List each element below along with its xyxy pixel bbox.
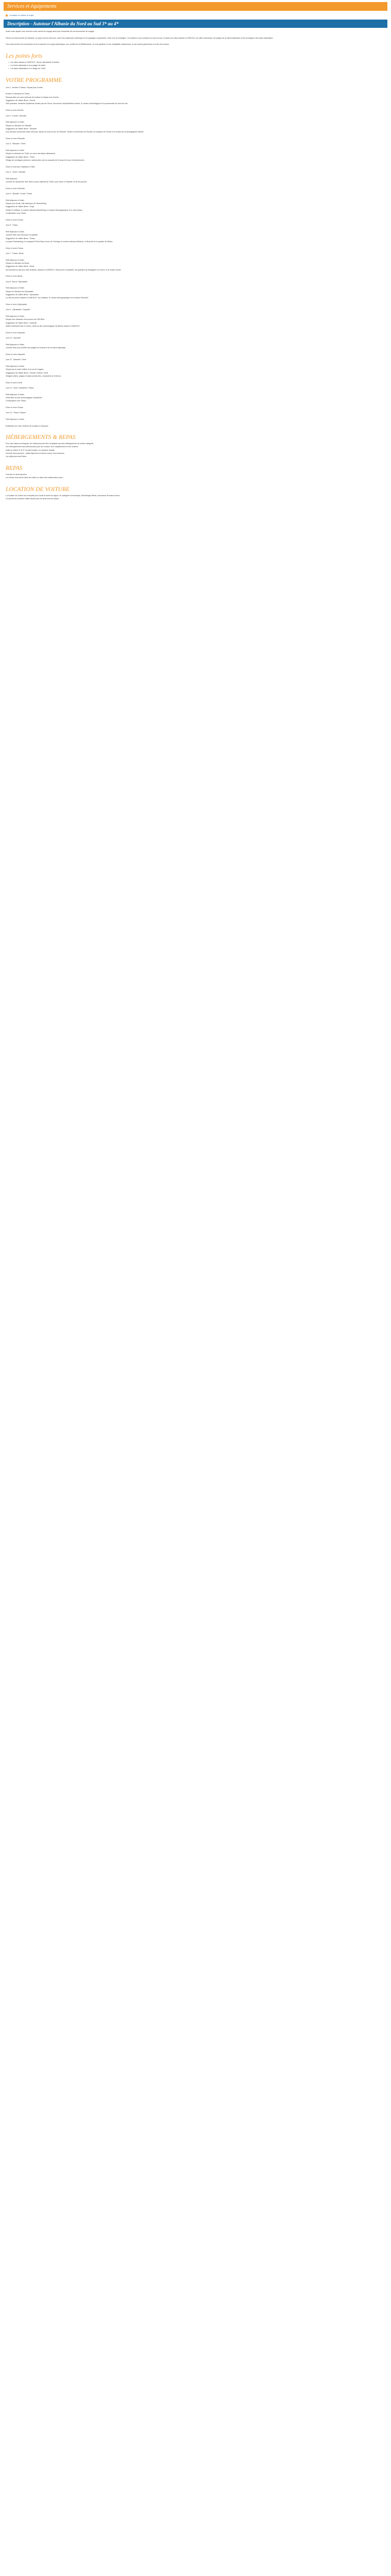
day-line: Ville portuaire, ancienne Epidamne fondée par les Grecs, découvrez l'amphithéâtre romain, le musée archéologique et la promenade du bord de mer. — [6, 103, 128, 105]
intro-line: Avant votre départ vous recevrez votre carnet de voyage ainsi que l'ensemble de vos documents de voyage. — [6, 30, 95, 32]
services-section-label: Services et équipements — [7, 4, 57, 9]
intro-text — [6, 30, 387, 46]
day-line: Jour 10 : Sarandë — [6, 337, 21, 340]
day-line: Jour 8 : Berat / Gjirokastër — [6, 280, 27, 283]
day-line: Jour 5 : Shkodër / Krujë / Tirana — [6, 193, 32, 195]
day-line: Jour 13 : Tirana / Départ — [6, 412, 26, 414]
day-line: Jour 12 : Vlorë / Apollonia / Tirana — [6, 386, 34, 389]
day-line: Journée libre pour profiter des plages de Ksamil et de la riviera albanaise. — [6, 347, 67, 349]
day-line: Journée de randonnée libre dans le parc national de Theth, puis retour à Shkodër en fin de journée. — [6, 181, 88, 183]
intro-line: Partez à la découverte de l'Albanie, un pays encore méconnu, riche d'un patrimoine historique et de paysages surprenants, entre mer et montagne. Cet autotour vous conduira du nord au sud, à travers les sites classés à l'UNESCO, les villes ottomanes, les plages de la riviera albanaise et les montagnes des Alpes albanaises. — [6, 37, 273, 39]
map-pin-icon — [5, 14, 8, 17]
day-line: Jour 6 : Tirana — [6, 224, 18, 227]
day-line: Journée libre pour découvrir la capitale. — [6, 234, 38, 236]
location-link[interactable]: Localiser et refaire le trajet — [9, 13, 34, 16]
day-line: Jour 3 : Shkodër / Theth — [6, 143, 26, 145]
day-line: Petit déjeuner à l'hôtel. — [6, 393, 25, 396]
text-line: Les dîners sont servis dans les hôtels ou dans des restaurants locaux. — [6, 477, 63, 479]
day-line: Dîner et nuit à Tirana. — [6, 247, 24, 249]
day-line: Jour 2 : Durrës / Shkodër — [6, 114, 27, 117]
programme-day — [6, 114, 387, 141]
day-line: Une des plus anciennes villes d'Europe, située au bord du lac de Shkodër. Visitez la forteresse de Rozafa, la mosquée de Plomb et le musée de la photographie Marubi. — [6, 131, 144, 133]
day-line: Dîner et nuit à Shkodër. — [6, 187, 25, 190]
page — [0, 2, 391, 526]
day-line: Arrivée à l'aéroport de Tirana. — [6, 93, 30, 95]
text-line: Les déjeuners sont libres. — [6, 455, 27, 458]
day-line: Dîner et nuit à Berat. — [6, 275, 23, 278]
day-line: La place Skanderbeg, la mosquée Et'hem Bey, la tour de l'Horloge, le musée national d'histoire, le Bunk'Art et le quartier de Blloku. — [6, 240, 113, 243]
day-line: Dîner et nuit à Sarandë. — [6, 353, 26, 355]
day-line: Petit déjeuner à l'hôtel. — [6, 418, 25, 421]
day-line: Départ en direction de Shkodër. — [6, 124, 32, 127]
day-line: Villages côtiers, plages et baies préservées, monastère de Zvërnec. — [6, 375, 62, 377]
day-line: Suggestion de visites libres : Gjirokastër — [6, 294, 39, 296]
text-line: Les hébergements sont sélectionnés pour leur confort, leur emplacement et leur charme. — [6, 446, 79, 448]
day-line: Suggestion de visites libres : Himarë, Dhërmi, Vlorë — [6, 371, 48, 374]
day-line: Dîner et nuit à Durrës. — [6, 109, 24, 112]
text-line: Formule en demi-pension. — [6, 473, 27, 476]
programme-day — [6, 308, 387, 334]
day-line: Récupération de votre véhicule de location et départ vers Durrës. — [6, 96, 59, 98]
main-content — [6, 30, 387, 526]
day-line: Suggestion de visites libres : Berat — [6, 265, 35, 268]
day-line: Dîner et nuit à Gjirokastër. — [6, 303, 27, 306]
day-line: Petit déjeuner. — [6, 177, 18, 180]
repas-text — [6, 473, 387, 480]
description-title-bar — [4, 20, 387, 28]
text-line: Pour des raisons techniques, les hôtels peuvent être remplacés par des hébergements de même catégorie. — [6, 443, 94, 445]
day-line: La ville de pierre classée à l'UNESCO, son château, le musée ethnographique et la maison Skenduli. — [6, 297, 89, 299]
location-link-row[interactable] — [6, 13, 387, 18]
day-line: Village de montagne préservé, randonnées vers la cascade de Grunas et la tour d'enfermement. — [6, 159, 85, 161]
day-line: Continuation vers Tirana. — [6, 400, 26, 402]
day-line: Dîner et nuit à Vlorë. — [6, 381, 23, 384]
list-item: • La riviera albanaise et ses plages de sable — [8, 64, 387, 67]
day-line: Continuation vers Tirana. — [6, 212, 26, 215]
list-item: • Les sites classés à l'UNESCO : Berat, Gjirokastër et Butrint — [8, 61, 387, 64]
points-forts-heading: Les points forts — [6, 53, 42, 59]
day-line: Visite libre du site archéologique d'Apollonia. — [6, 397, 43, 399]
programme-day — [6, 280, 387, 307]
programme-day — [6, 224, 387, 250]
day-line: Jour 11 : Sarandë / Vlorë — [6, 359, 26, 361]
programme-day — [6, 142, 387, 168]
day-line: Petit déjeuner à l'hôtel. — [6, 365, 25, 367]
programme-day — [6, 171, 387, 190]
day-line: Suggestion de visites libres : Shkodër — [6, 127, 37, 130]
day-line: Suggestion de visites libres : Krujë — [6, 206, 34, 208]
text-line: Nuits en hôtels 3* et 4* normes locales, en chambre double. — [6, 449, 55, 451]
location-heading: LOCATION DE VOITURE — [6, 486, 70, 493]
day-line: Restitution de votre véhicule de location à l'aéroport. — [6, 425, 49, 427]
programme-day — [6, 192, 387, 222]
programme-days — [6, 86, 387, 428]
programme-day — [6, 252, 387, 278]
day-line: Surnommée la ville aux mille fenêtres, classée à l'UNESCO. Découvrez la citadelle, les quartiers de Mangalem et Gorica, et le musée Onufri. — [6, 268, 122, 271]
day-line: Visitez le château, le musée national Skanderbeg, le musée ethnographique et le vieux bazar. — [6, 209, 83, 211]
day-line: Dîner et nuit chez l'habitant à Theth. — [6, 165, 36, 168]
day-line: Petit déjeuner à l'hôtel. — [6, 121, 25, 124]
day-line: Suggestion de visites libres : Durrës — [6, 99, 36, 102]
day-line: Départ en direction de Gjirokastër. — [6, 290, 34, 293]
hebergement-text — [6, 442, 387, 459]
day-line: Station balnéaire face à Corfou, visite du site archéologique de Butrint classé à l'UNESCO. — [6, 325, 80, 328]
programme-day — [6, 411, 387, 428]
day-line: Départ en direction de Berat. — [6, 262, 29, 264]
day-line: Dîner et nuit à Shkodër. — [6, 137, 25, 140]
day-line: Départ en direction de Theth, au cœur des Alpes albanaises. — [6, 152, 56, 155]
programme-day — [6, 336, 387, 356]
day-line: Petit déjeuner à l'hôtel. — [6, 149, 25, 151]
programme-heading: VOTRE PROGRAMME — [6, 77, 62, 83]
day-line: Petit déjeuner à l'hôtel. — [6, 199, 25, 201]
day-line: Petit déjeuner à l'hôtel. — [6, 315, 25, 318]
day-line: Petit déjeuner à l'hôtel. — [6, 343, 25, 346]
day-line: Petit déjeuner à l'hôtel. — [6, 287, 25, 290]
location-text — [6, 494, 387, 501]
day-line: Dîner et nuit à Tirana. — [6, 406, 24, 409]
hebergement-heading: HÉBERGEMENTS & REPAS — [6, 434, 76, 441]
repas-heading: REPAS — [6, 465, 23, 471]
programme-day — [6, 358, 387, 384]
list-item: • Les Alpes albanaises et le village de Theth — [8, 67, 387, 70]
day-line: Suggestion de visites libres : Theth — [6, 156, 35, 158]
page-title: Description - Autotour l'Albanie du Nord au Sud 3* au 4* — [7, 21, 119, 26]
day-line: Jour 1 : Arrivée à Tirana / Départ pour Durrës — [6, 86, 43, 89]
day-line: Départ vers Sarandë via la source de l'Œil Bleu. — [6, 318, 45, 321]
day-line: Petit déjeuner à l'hôtel. — [6, 259, 25, 261]
day-line: Dîner et nuit à Tirana. — [6, 218, 24, 221]
day-line: Jour 4 : Theth / Shkodër — [6, 171, 26, 173]
intro-line: Vous découvrirez les monuments et les coutumes d'un pays authentique, aux confins de la Méditerranée, et vous goûterez à une hospitalité chaleureuse, à une cuisine généreuse et à des vins locaux. — [6, 43, 170, 46]
programme-day — [6, 386, 387, 409]
points-forts-list — [6, 61, 387, 71]
day-line: Départ pour Krujë, ville historique de Skanderbeg. — [6, 202, 47, 205]
day-line: Suggestion de visites libres : Sarandë — [6, 321, 37, 324]
day-line: Dîner et nuit à Sarandë. — [6, 331, 26, 334]
day-line: Jour 9 : Gjirokastër / Sarandë — [6, 309, 30, 311]
services-section-bar — [4, 2, 387, 11]
programme-day — [6, 86, 387, 112]
day-line: Suggestion de visites libres : Tirana — [6, 237, 35, 240]
day-line: Départ par la route côtière et le col de Llogara. — [6, 368, 44, 371]
text-line: La location de voiture est comprise pour toute la durée du séjour, en catégorie économique, kilométrage illimité, assurance de base incluse. — [6, 494, 120, 497]
day-line: Jour 7 : Tirana / Berat — [6, 252, 24, 255]
text-line: Un permis de conduire valide depuis plus de deux ans est requis. — [6, 497, 59, 500]
day-line: Petit déjeuner à l'hôtel. — [6, 230, 25, 233]
text-line: Formule demi-pension : petits déjeuners et dîners inclus, hors boissons. — [6, 452, 65, 455]
